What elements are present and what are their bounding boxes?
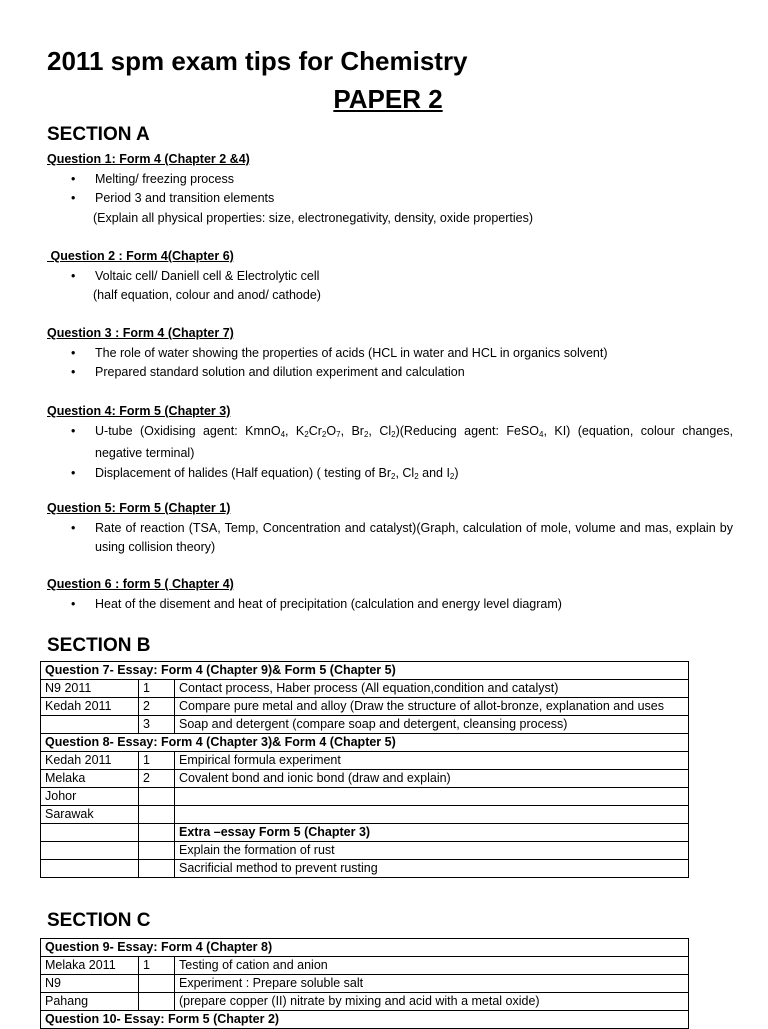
- question-2-note: (half equation, colour and anod/ cathode): [93, 288, 321, 302]
- text-run: , Cl: [395, 465, 415, 480]
- question-4: [47, 402, 733, 486]
- section-c-heading: SECTION C: [47, 910, 151, 931]
- table-cell: [41, 716, 139, 734]
- subscript: 2: [449, 471, 455, 481]
- table-cell: Sarawak: [41, 806, 139, 824]
- table-row: [41, 752, 689, 770]
- question-4-heading: Question 4: Form 5 (Chapter 3): [47, 404, 231, 418]
- subscript: 2: [391, 429, 396, 439]
- section-b-table: [40, 661, 689, 878]
- table-section-header: Question 8- Essay: Form 4 (Chapter 3)& Form 4 (Chapter 5): [41, 734, 689, 752]
- document-title: 2011 spm exam tips for Chemistry: [47, 46, 468, 76]
- question-5: [47, 499, 733, 558]
- table-cell: Testing of cation and anion: [175, 957, 689, 975]
- table-cell: 1: [139, 680, 175, 698]
- text-run: , Br: [340, 423, 364, 438]
- table-row: [41, 824, 689, 842]
- table-header-row: [41, 734, 689, 752]
- section-b-heading: SECTION B: [47, 635, 151, 656]
- table-cell: Explain the formation of rust: [175, 842, 689, 860]
- question-6: [47, 575, 733, 614]
- list-item: • Prepared standard solution and dilution experiment and calculation: [95, 363, 733, 383]
- text-run: U-tube (Oxidising agent: KmnO: [95, 423, 281, 438]
- subscript: 2: [390, 471, 396, 481]
- table-cell: Sacrificial method to prevent rusting: [175, 860, 689, 878]
- list-item: • Heat of the disement and heat of precipitation (calculation and energy level diagram): [95, 595, 733, 615]
- question-4-list: [47, 422, 733, 487]
- list-item: • Period 3 and transition elements: [95, 189, 733, 209]
- table-cell: [139, 860, 175, 878]
- list-item: • Melting/ freezing process: [95, 170, 733, 190]
- subscript: 2: [414, 471, 419, 481]
- table-header-row: [41, 662, 689, 680]
- table-cell: [139, 824, 175, 842]
- text-run: , KI) (equation, colour changes, negative terminal): [95, 423, 733, 460]
- table-cell: Johor: [41, 788, 139, 806]
- table-cell: Extra –essay Form 5 (Chapter 3): [175, 824, 689, 842]
- table-cell: Melaka: [41, 770, 139, 788]
- table-cell: [139, 788, 175, 806]
- table-cell: [175, 806, 689, 824]
- subscript: 4: [539, 429, 544, 439]
- table-cell: Kedah 2011: [41, 698, 139, 716]
- question-5-heading: Question 5: Form 5 (Chapter 1): [47, 501, 231, 515]
- table-header-row: [41, 939, 689, 957]
- question-3-list: [47, 344, 733, 383]
- table-section-header: Question 7- Essay: Form 4 (Chapter 9)& Form 5 (Chapter 5): [41, 662, 689, 680]
- text-run: O: [326, 423, 337, 438]
- table-cell: [41, 824, 139, 842]
- list-item: [95, 464, 733, 487]
- text-run: ): [454, 465, 459, 480]
- question-6-list: [47, 595, 733, 615]
- question-5-list: [47, 519, 733, 558]
- section-a-heading: SECTION A: [47, 124, 150, 145]
- question-3: [47, 324, 733, 383]
- table-cell: Kedah 2011: [41, 752, 139, 770]
- table-row: [41, 975, 689, 993]
- table-cell: Pahang: [41, 993, 139, 1011]
- text-run: Cr: [308, 423, 322, 438]
- question-1-note: (Explain all physical properties: size, electronegativity, density, oxide properties): [93, 210, 534, 225]
- table-cell: N9 2011: [41, 680, 139, 698]
- table-cell: Covalent bond and ionic bond (draw and explain): [175, 770, 689, 788]
- table-cell: [139, 806, 175, 824]
- table-cell: [139, 842, 175, 860]
- table-cell: Experiment : Prepare soluble salt: [175, 975, 689, 993]
- table-cell: (prepare copper (II) nitrate by mixing and acid with a metal oxide): [175, 993, 689, 1011]
- table-cell: [41, 860, 139, 878]
- table-cell: [41, 842, 139, 860]
- table-cell: 2: [139, 770, 175, 788]
- subscript: 2: [304, 429, 309, 439]
- section-c-table: [40, 938, 689, 1029]
- paper-heading-text: PAPER 2: [333, 84, 443, 114]
- table-row: [41, 788, 689, 806]
- table-cell: Soap and detergent (compare soap and detergent, cleansing process): [175, 716, 689, 734]
- text-run: and I: [418, 465, 450, 480]
- list-item: • Voltaic cell/ Daniell cell & Electrolytic cell: [95, 267, 733, 287]
- table-row: [41, 993, 689, 1011]
- question-2: [47, 247, 733, 306]
- paper-heading: [0, 84, 768, 115]
- table-row: [41, 716, 689, 734]
- text-run: Displacement of halides (Half equation) ( testing of Br: [95, 465, 391, 480]
- table-row: [41, 842, 689, 860]
- question-3-heading: Question 3 : Form 4 (Chapter 7): [47, 326, 234, 340]
- table-section-header: Question 9- Essay: Form 4 (Chapter 8): [41, 939, 689, 957]
- subscript: 7: [336, 429, 341, 439]
- text-run: , K: [285, 423, 305, 438]
- table-cell: 1: [139, 957, 175, 975]
- question-1-heading: Question 1: Form 4 (Chapter 2 &4): [47, 152, 250, 166]
- table-cell: [175, 788, 689, 806]
- table-row: [41, 957, 689, 975]
- list-item: • The role of water showing the properties of acids (HCL in water and HCL in organics solvent): [95, 344, 733, 364]
- text-run: )(Reducing agent: FeSO: [395, 423, 539, 438]
- table-row: [41, 860, 689, 878]
- table-cell: N9: [41, 975, 139, 993]
- list-item: • Rate of reaction (TSA, Temp, Concentration and catalyst)(Graph, calculation of mole, volume and mas, explain by using collision theory): [95, 519, 733, 558]
- question-1-list: [47, 170, 733, 209]
- question-1: [47, 150, 733, 228]
- table-cell: 3: [139, 716, 175, 734]
- table-cell: 2: [139, 698, 175, 716]
- question-6-heading: Question 6 : form 5 ( Chapter 4): [47, 577, 234, 591]
- question-2-heading: Question 2 : Form 4(Chapter 6): [47, 249, 234, 263]
- table-row: [41, 770, 689, 788]
- table-cell: 1: [139, 752, 175, 770]
- subscript: 2: [321, 429, 327, 439]
- table-cell: Contact process, Haber process (All equation,condition and catalyst): [175, 680, 689, 698]
- table-row: [41, 806, 689, 824]
- subscript: 4: [280, 429, 286, 439]
- table-header-row: [41, 1011, 689, 1029]
- table-cell: [139, 993, 175, 1011]
- table-cell: Compare pure metal and alloy (Draw the structure of allot-bronze, explanation and uses: [175, 698, 689, 716]
- table-row: [41, 698, 689, 716]
- table-section-header: Question 10- Essay: Form 5 (Chapter 2): [41, 1011, 689, 1029]
- table-cell: Empirical formula experiment: [175, 752, 689, 770]
- question-2-list: [47, 267, 733, 287]
- table-row: [41, 680, 689, 698]
- list-item: [95, 422, 733, 464]
- table-cell: [139, 975, 175, 993]
- table-cell: Melaka 2011: [41, 957, 139, 975]
- text-run: , Cl: [368, 423, 392, 438]
- subscript: 2: [363, 429, 369, 439]
